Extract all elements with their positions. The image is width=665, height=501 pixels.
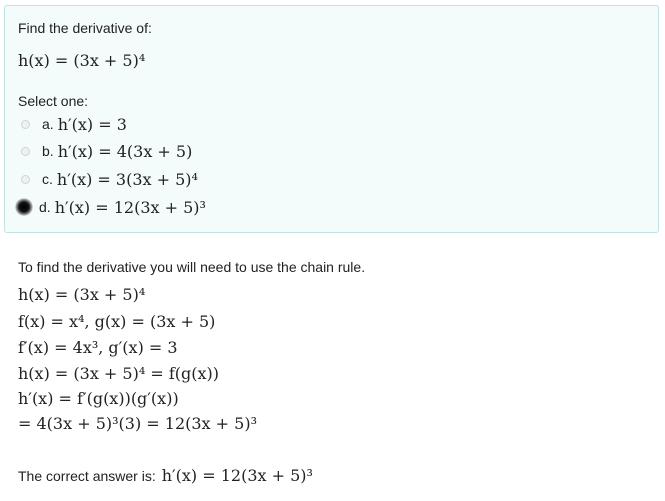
question-box	[4, 5, 659, 233]
solution-step-4: h(x) = (3x + 5)⁴ = f(g(x))	[18, 364, 219, 383]
question-function: h(x) = (3x + 5)⁴	[18, 51, 146, 70]
solution-step-1: h(x) = (3x + 5)⁴	[18, 285, 146, 304]
option-letter: d.	[39, 199, 51, 215]
correct-answer-label: The correct answer is:	[18, 467, 156, 484]
option-letter: a.	[42, 116, 54, 132]
option-d[interactable]	[21, 197, 206, 217]
radio-button-a[interactable]	[21, 120, 30, 129]
option-b[interactable]	[21, 141, 192, 161]
feedback-intro: To find the derivative you will need to use the chain rule.	[18, 259, 366, 275]
solution-step-5: h′(x) = f′(g(x))(g′(x))	[18, 389, 179, 408]
correct-answer-line	[18, 466, 313, 485]
option-text: h′(x) = 12(3x + 5)³	[54, 197, 206, 217]
solution-step-3: f′(x) = 4x³, g′(x) = 3	[18, 338, 178, 357]
solution-step-2: f(x) = x⁴, g(x) = (3x + 5)	[18, 312, 216, 331]
radio-button-d-selected[interactable]	[15, 198, 33, 216]
select-one-label: Select one:	[18, 93, 89, 109]
radio-button-c[interactable]	[21, 175, 30, 184]
option-letter: c.	[42, 171, 53, 187]
solution-step-6: = 4(3x + 5)³(3) = 12(3x + 5)³	[18, 414, 257, 433]
option-text: h′(x) = 3(3x + 5)⁴	[56, 169, 198, 189]
option-text: h′(x) = 3	[57, 114, 127, 134]
option-text: h′(x) = 4(3x + 5)	[57, 141, 193, 161]
question-prompt: Find the derivative of:	[18, 20, 152, 36]
correct-answer-value: h′(x) = 12(3x + 5)³	[161, 466, 313, 485]
option-c[interactable]	[21, 169, 198, 189]
radio-button-b[interactable]	[21, 147, 30, 156]
option-letter: b.	[42, 143, 54, 159]
option-a[interactable]	[21, 114, 127, 134]
